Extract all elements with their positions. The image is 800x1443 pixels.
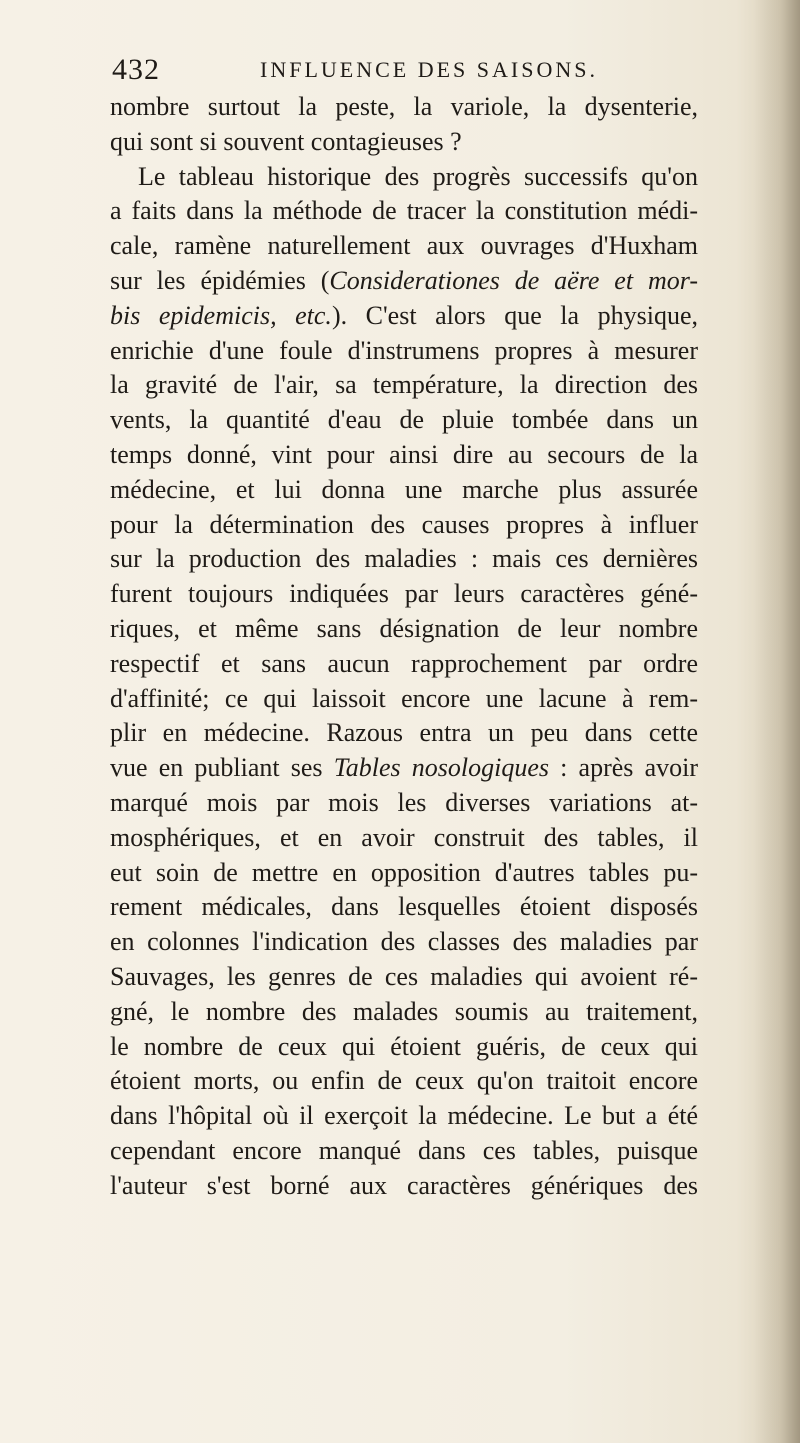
text-line-4: a faits dans la méthode de tracer la constitution médi- [110,196,698,226]
text-line-25: en colonnes l'indication des classes des maladies par [110,927,698,957]
page-header [112,50,712,90]
text-line-6: sur les épidémies (Considerationes de aëre et mor- [110,265,698,295]
text-line-3: Le tableau historique des progrès successifs qu'on [138,161,698,191]
text-line-18: d'affinité; ce qui laissoit encore une lacune à rem- [110,683,698,713]
text-line-16: riques, et même sans désignation de leur nombre [110,613,698,643]
text-line-12: médecine, et lui donna une marche plus assurée [110,474,698,504]
text-line-8: enrichie d'une foule d'instrumens propres à mesurer [110,335,698,365]
page-number: 432 [112,53,160,86]
text-line-10: vents, la quantité d'eau de pluie tombée dans un [110,405,698,435]
text-line-11: temps donné, vint pour ainsi dire au secours de la [110,439,698,469]
text-line-21: marqué mois par mois les diverses variations at- [110,787,698,817]
text-line-26: Sauvages, les genres de ces maladies qui avoient ré- [110,961,698,991]
text-line-14: sur la production des maladies : mais ces dernières [110,544,698,574]
italic-title-2: bis epidemicis, etc. [110,300,332,330]
running-title: INFLUENCE DES SAISONS. [260,57,598,82]
italic-title-1: Considerationes de aëre et mor- [329,265,698,295]
text-line-27: gné, le nombre des malades soumis au traitement, [110,996,698,1026]
text-line-23: eut soin de mettre en opposition d'autres tables pu- [110,857,698,887]
text-line-9: la gravité de l'air, sa température, la direction des [110,370,698,400]
text-line-13: pour la détermination des causes propres à influer [110,509,698,539]
text-line-7: bis epidemicis, etc.). C'est alors que la physique, [110,300,698,330]
text-line-1: nombre surtout la peste, la variole, la dysenterie, [110,92,698,121]
text-line-22: mosphériques, et en avoir construit des tables, il [110,822,698,852]
italic-title-3: Tables nosologiques [333,753,550,783]
body-text [110,90,698,1204]
text-line-20: vue en publiant ses Tables nosologiques : après avoir [110,753,698,783]
text-line-24: rement médicales, dans lesquelles étoient disposés [110,892,698,922]
text-line-2: qui sont si souvent contagieuses ? [110,126,462,156]
text-line-15: furent toujours indiquées par leurs caractères géné- [110,579,698,609]
text-line-31: cependant encore manqué dans ces tables, puisque [110,1135,698,1165]
text-line-29: étoient morts, ou enfin de ceux qu'on traitoit encore [110,1066,698,1096]
text-line-5: cale, ramène naturellement aux ouvrages d'Huxham [110,231,698,261]
text-line-30: dans l'hôpital où il exerçoit la médecine. Le but a été [110,1101,698,1131]
binding-shadow [754,0,800,1443]
text-line-19: plir en médecine. Razous entra un peu dans cette [110,718,698,748]
text-line-17: respectif et sans aucun rapprochement par ordre [110,648,698,678]
text-line-28: le nombre de ceux qui étoient guéris, de ceux qui [110,1031,698,1061]
text-line-32: l'auteur s'est borné aux caractères génériques des [110,1170,698,1200]
